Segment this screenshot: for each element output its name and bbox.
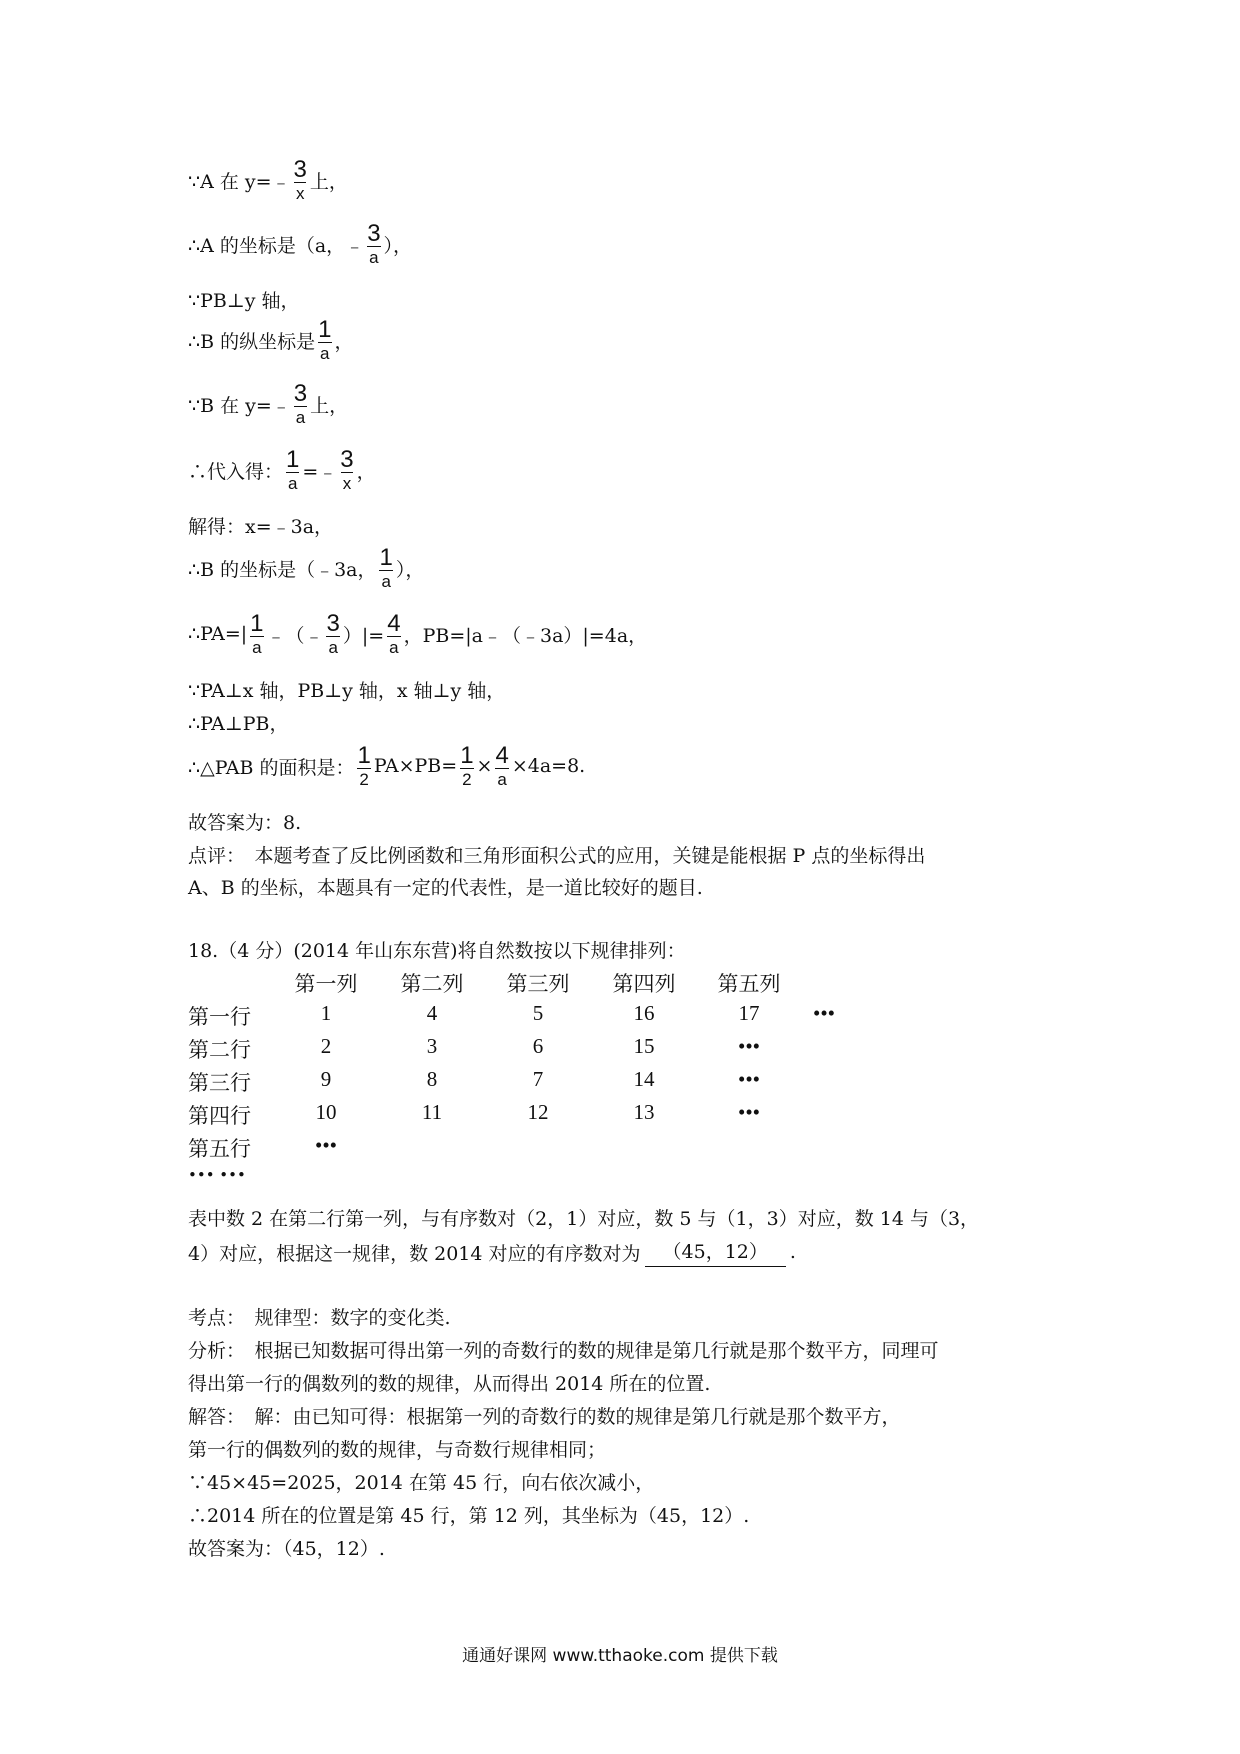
column-header: 第二列 <box>400 972 464 996</box>
table-cell: 2 <box>320 1034 332 1058</box>
fraction: $\frac{3}{a}$ <box>367 220 381 267</box>
fraction: $\frac{1}{a}$ <box>286 446 300 493</box>
line-3: ∵PB⊥y 轴， <box>188 290 300 312</box>
table-row <box>188 1067 888 1097</box>
table-cell: 14 <box>633 1067 655 1091</box>
fraction: $\frac{1}{a}$ <box>318 316 332 363</box>
table-cell: 5 <box>532 1001 544 1025</box>
line-5 <box>188 382 348 426</box>
line-11: ∴PA⊥PB， <box>188 713 289 735</box>
fraction: $\frac{3}{a}$ <box>293 380 308 427</box>
table-cell: 10 <box>315 1100 337 1124</box>
text: ∴A 的坐标是（a，﹣ <box>188 234 365 257</box>
table-cell: 6 <box>532 1034 544 1058</box>
fraction: $\frac{3}{x}$ <box>340 446 354 493</box>
table-cell: 11 <box>421 1100 443 1124</box>
text: 上， <box>310 394 349 417</box>
text: ∵B 在 y=﹣ <box>188 394 291 417</box>
table-row <box>188 1133 888 1163</box>
fraction: $\frac{1}{2}$ <box>357 742 371 789</box>
analysis-line-1: 分析： 根据已知数据可得出第一列的奇数行的数的规律是第几行就是那个数平方，同理可 <box>188 1340 939 1362</box>
line-2 <box>188 222 412 266</box>
table-cell: ••• <box>812 1001 836 1025</box>
table-cell: 15 <box>633 1034 655 1058</box>
paragraph-line-2 <box>188 1237 796 1267</box>
kaodian-line: 考点： 规律型：数字的变化类. <box>188 1307 451 1329</box>
fraction: $\frac{1}{a}$ <box>250 610 264 657</box>
footer-watermark: 通通好课网 www.tthaoke.com 提供下载 <box>462 1646 778 1666</box>
solution-line-1: 解答： 解：由已知可得：根据第一列的奇数行的数的规律是第几行就是那个数平方， <box>188 1406 901 1428</box>
fraction: $\frac{4}{a}$ <box>495 742 509 789</box>
text: ∴△PAB 的面积是： <box>188 756 355 779</box>
text: ﹣（﹣ <box>266 624 324 647</box>
table-cell: ••• <box>737 1034 761 1058</box>
table-cell: 7 <box>532 1067 544 1091</box>
table-cell: 16 <box>633 1001 655 1025</box>
table-cell: ••• <box>737 1067 761 1091</box>
text: ∴代入得： <box>188 460 284 483</box>
fraction: $\frac{3}{x}$ <box>293 156 307 203</box>
text: . <box>789 1241 796 1263</box>
line-1 <box>188 158 348 202</box>
solution-line-4: ∴2014 所在的位置是第 45 行，第 12 列，其坐标为（45，12）. <box>188 1505 750 1527</box>
text: ）， <box>395 558 425 581</box>
solution-line-3: ∵45×45=2025，2014 在第 45 行，向右依次减小， <box>188 1472 655 1494</box>
table-row <box>188 1001 888 1031</box>
row-label: 第四行 <box>188 1104 251 1128</box>
text: =﹣ <box>302 460 338 483</box>
text: ∵A 在 y=﹣ <box>188 170 291 193</box>
solution-line-5: 故答案为：（45，12）. <box>188 1538 385 1560</box>
fraction: $\frac{1}{a}$ <box>379 544 393 591</box>
table-cell: 3 <box>426 1034 438 1058</box>
table-ellipsis: ••• ••• <box>188 1166 246 1184</box>
table-cell: 13 <box>633 1100 655 1124</box>
comment-line-2: A、B 的坐标，本题具有一定的代表性，是一道比较好的题目. <box>188 877 703 899</box>
text: ， <box>334 330 354 353</box>
column-header: 第四列 <box>612 972 676 996</box>
table-cell: 12 <box>527 1100 549 1124</box>
table-cell: ••• <box>737 1100 761 1124</box>
question-18-title: 18.（4 分）(2014 年山东东营)将自然数按以下规律排列： <box>188 940 686 962</box>
row-label: 第三行 <box>188 1071 251 1095</box>
line-9 <box>188 612 647 656</box>
fraction: $\frac{4}{a}$ <box>387 610 401 657</box>
text: ∴PA=| <box>188 623 248 645</box>
column-header: 第三列 <box>506 972 570 996</box>
comment-line-1: 点评： 本题考查了反比例函数和三角形面积公式的应用，关键是能根据 P 点的坐标得出 <box>188 845 926 867</box>
line-6 <box>188 448 376 492</box>
table-cell: 17 <box>738 1001 760 1025</box>
text: ）， <box>383 234 413 257</box>
text: ）|= <box>342 624 385 647</box>
text: ∴B 的纵坐标是 <box>188 330 316 353</box>
line-7: 解得：x=﹣3a， <box>188 516 334 538</box>
column-header: 第一列 <box>294 972 358 996</box>
line-10: ∵PA⊥x 轴，PB⊥y 轴，x 轴⊥y 轴， <box>188 680 506 702</box>
table-cell: 9 <box>320 1067 332 1091</box>
row-label: 第五行 <box>188 1137 251 1161</box>
line-4 <box>188 318 353 362</box>
text: PA×PB= <box>373 755 458 777</box>
text: ，PB=|a﹣（﹣3a）|=4a， <box>403 624 648 647</box>
line-13: 故答案为：8. <box>188 812 302 834</box>
column-header: 第五列 <box>717 972 781 996</box>
text: × <box>476 755 493 777</box>
solution-line-2: 第一行的偶数列的数的规律，与奇数行规律相同； <box>188 1439 607 1461</box>
answer-blank: （45，12） <box>645 1237 786 1267</box>
text: 4）对应，根据这一规律，数 2014 对应的有序数对为 <box>188 1242 641 1265</box>
table-row <box>188 1100 888 1130</box>
table-cell: 8 <box>426 1067 438 1091</box>
fraction: $\frac{3}{a}$ <box>326 610 340 657</box>
table-cell: ••• <box>314 1133 338 1157</box>
text: ， <box>356 460 376 483</box>
line-12 <box>188 744 585 788</box>
text: ∴B 的坐标是（﹣3a， <box>188 558 377 581</box>
analysis-line-2: 得出第一行的偶数列的数的规律，从而得出 2014 所在的位置. <box>188 1373 711 1395</box>
row-label: 第一行 <box>188 1005 251 1029</box>
text: ×4a=8. <box>511 755 586 777</box>
table-cell: 1 <box>320 1001 332 1025</box>
paragraph-line-1: 表中数 2 在第二行第一列，与有序数对（2，1）对应，数 5 与（1，3）对应，数 14 与（3， <box>188 1208 980 1230</box>
text: 上， <box>309 170 348 193</box>
line-8 <box>188 546 424 590</box>
table-row <box>188 1034 888 1064</box>
fraction: $\frac{1}{2}$ <box>460 742 474 789</box>
table-cell: 4 <box>426 1001 438 1025</box>
row-label: 第二行 <box>188 1038 251 1062</box>
